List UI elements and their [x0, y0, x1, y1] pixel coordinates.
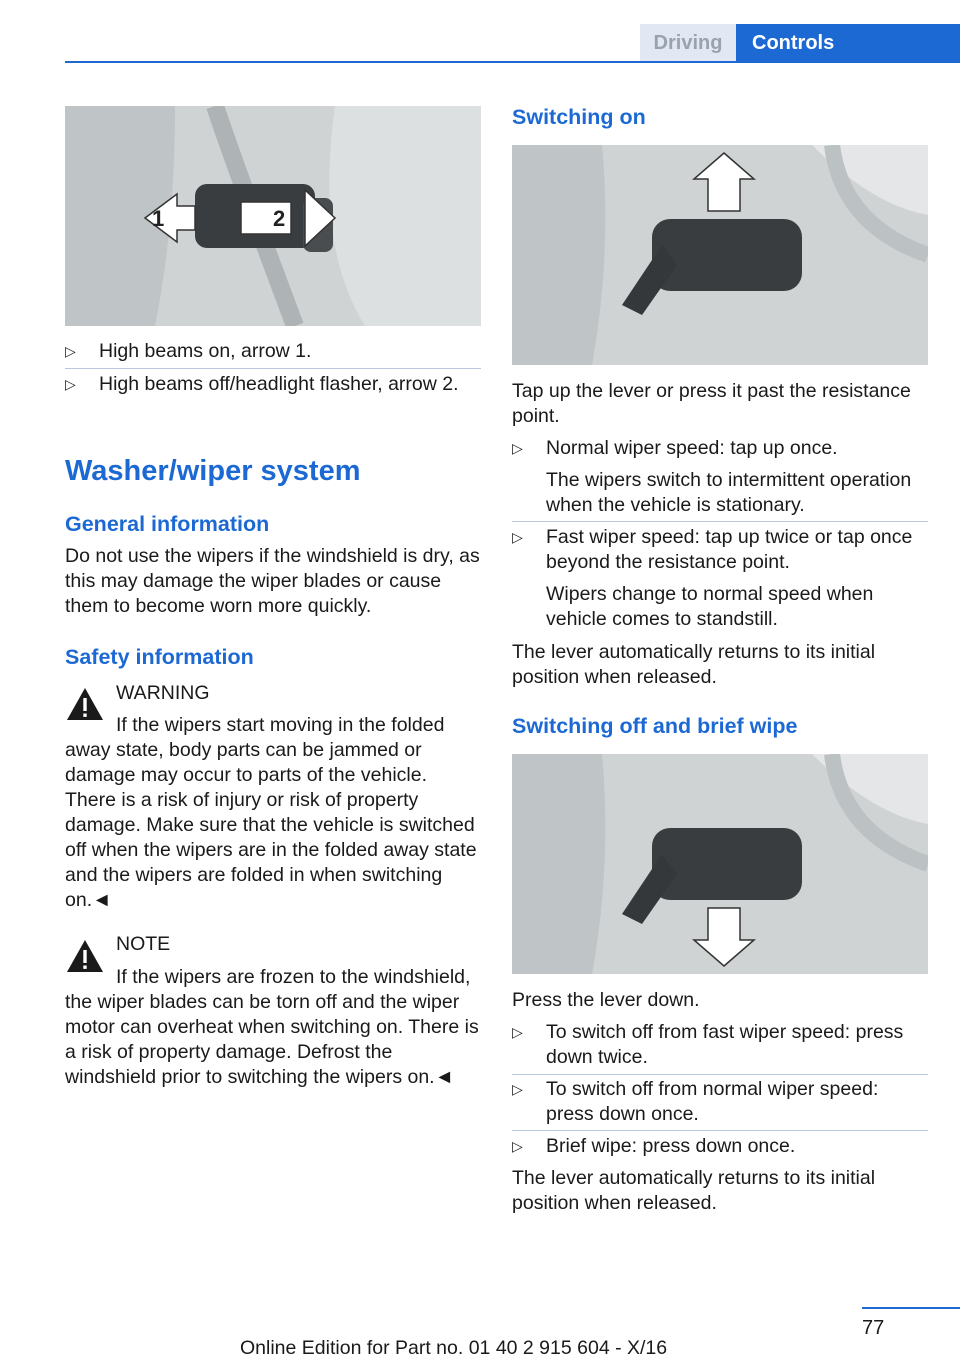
triangle-right-icon: ▷: [65, 343, 76, 359]
header-chapter-tab[interactable]: [736, 24, 960, 62]
triangle-right-icon: ▷: [512, 529, 523, 545]
triangle-right-icon: ▷: [512, 1024, 523, 1040]
high-beam-lever-figure: [65, 106, 481, 326]
wiper-lever-down-figure: [512, 754, 928, 974]
header-rule: [65, 61, 960, 63]
switching-off-outro: The lever automatically returns to its initial position when released.: [512, 1167, 876, 1214]
list-item-text: Brief wipe: press down once.: [546, 1135, 796, 1157]
list-item-subtext: Wipers change to normal speed when vehicle comes to standstill.: [546, 583, 874, 630]
warning-text: If the wipers start moving in the folded away state, body parts can be jammed or damage may occur to parts of the vehicle. There is a risk of injury or risk of property damage. Make sure that the vehicle is switched off when the wipers are in the folded away state and the wipers are folded in when switching on.◄: [65, 714, 477, 911]
list-item-text: High beams on, arrow 1.: [99, 340, 312, 362]
note-text: If the wipers are frozen to the windshield, the wiper blades can be torn off and the wiper motor can overheat when switching on. There is a risk of property damage. Defrost the windshield prior to switching the wipers on.◄: [65, 966, 479, 1088]
list-item-subtext: The wipers switch to intermittent operation when the vehicle is stationary.: [546, 469, 912, 516]
list-item-text: To switch off from fast wiper speed: press down twice.: [546, 1021, 904, 1068]
header-section-tab[interactable]: [640, 24, 736, 62]
heading-switching-off: Switching off and brief wipe: [512, 714, 798, 738]
switching-off-intro: Press the lever down.: [512, 989, 700, 1011]
triangle-right-icon: ▷: [65, 376, 76, 392]
list-item-text: Fast wiper speed: tap up twice or tap once beyond the resistance point.: [546, 526, 913, 573]
heading-general-information: General information: [65, 512, 270, 536]
figure-arrow-1-label: 1: [152, 206, 165, 231]
warning-label: WARNING: [116, 682, 210, 704]
heading-safety-information: Safety information: [65, 645, 254, 669]
footer-rule: [862, 1307, 960, 1309]
list-divider: [512, 1130, 928, 1131]
list-divider: [512, 1074, 928, 1075]
list-divider: [65, 368, 481, 369]
list-item-text: To switch off from normal wiper speed: press down once.: [546, 1078, 879, 1125]
header-section-label: Driving: [653, 31, 723, 54]
header-chapter-label: Controls: [752, 31, 835, 54]
list-item-text: Normal wiper speed: tap up once.: [546, 437, 838, 459]
footer-edition: Online Edition for Part no. 01 40 2 915 604 - X/16: [240, 1337, 668, 1359]
switching-on-outro: The lever automatically returns to its initial position when released.: [512, 641, 876, 688]
list-item-text: High beams off/headlight flasher, arrow 2.: [99, 373, 459, 395]
note-label: NOTE: [116, 933, 171, 955]
page-number: 77: [862, 1317, 885, 1339]
list-divider: [512, 521, 928, 522]
general-information-text: Do not use the wipers if the windshield is dry, as this may damage the wiper blades or cause them to become worn more quickly.: [65, 545, 480, 617]
wiper-lever-up-figure: [512, 145, 928, 365]
triangle-right-icon: ▷: [512, 1081, 523, 1097]
switching-on-intro: Tap up the lever or press it past the resistance point.: [512, 380, 911, 427]
heading-switching-on: Switching on: [512, 105, 646, 129]
figure-arrow-2-label: 2: [273, 206, 286, 231]
section-title-washer-wiper: Washer/wiper system: [65, 455, 361, 487]
triangle-right-icon: ▷: [512, 1138, 523, 1154]
triangle-right-icon: ▷: [512, 440, 523, 456]
